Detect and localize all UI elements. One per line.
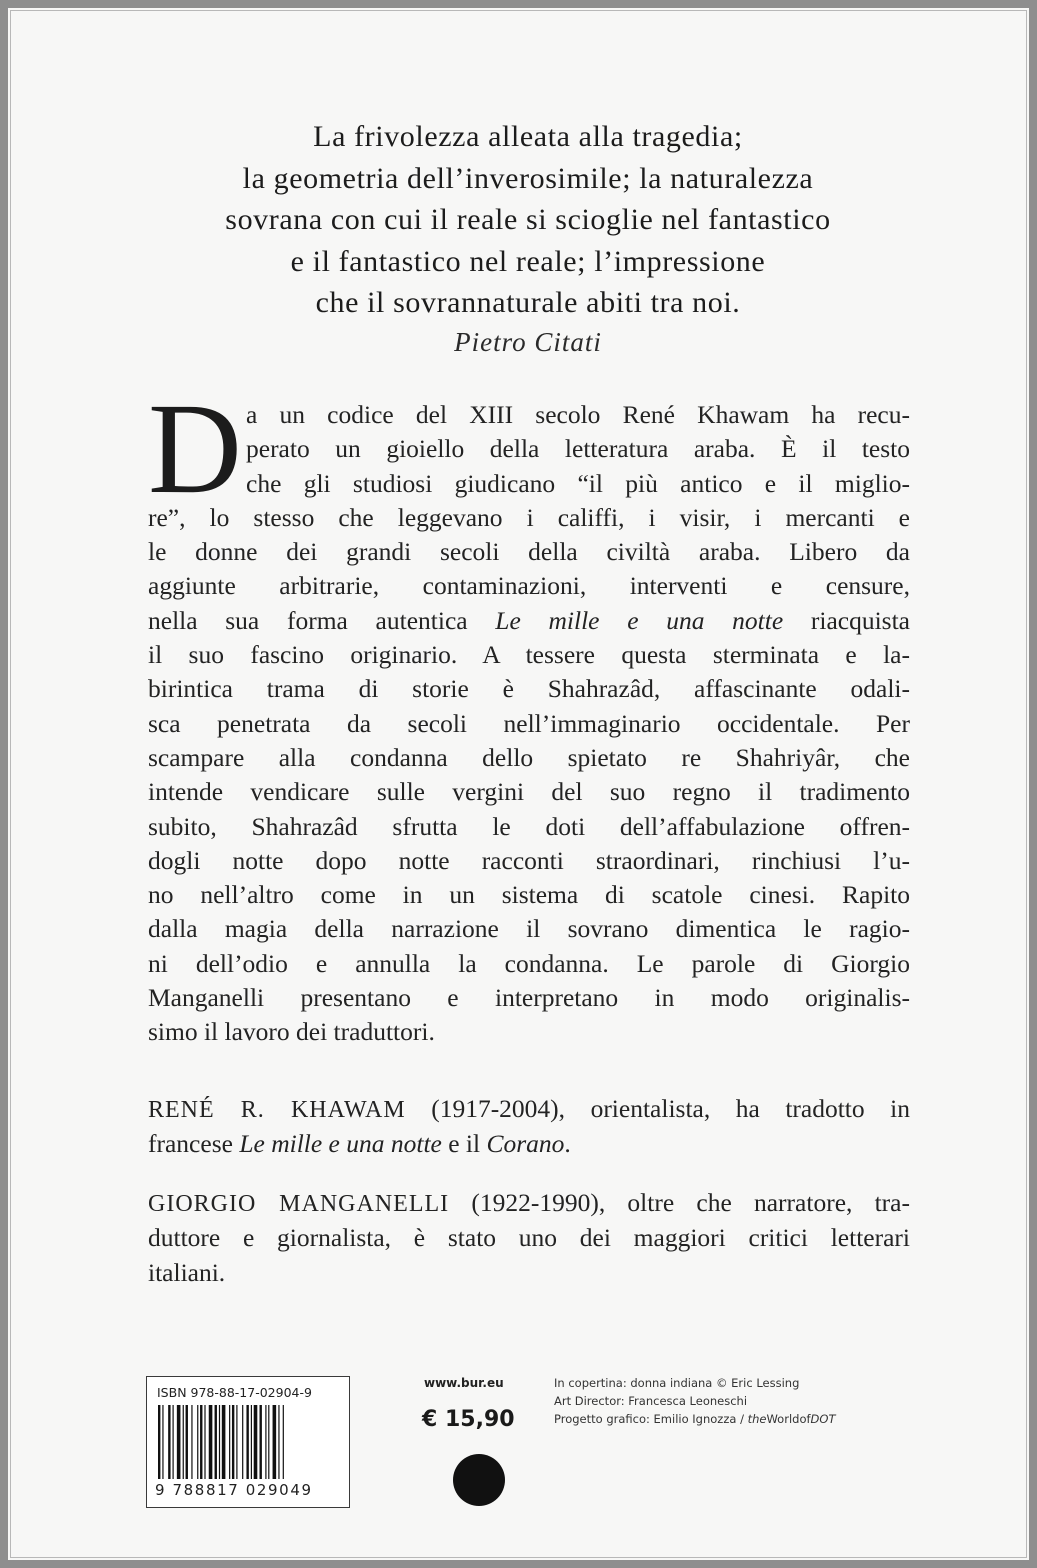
barcode-bar xyxy=(197,1405,198,1479)
bio-line: italiani. xyxy=(148,1257,226,1287)
bio-text: francese xyxy=(148,1129,240,1159)
credit-text: Progetto grafico: Emilio Ignozza / xyxy=(554,1412,748,1426)
description-line: Manganelli presentano e interpretano in modo originalis- xyxy=(148,983,910,1013)
credit-graphic-design xyxy=(554,1410,835,1428)
bio-line: duttore e giornalista, è stato uno dei maggiori critici letterari xyxy=(148,1223,910,1253)
description-line: a un codice del XIII secolo René Khawam ha recu- xyxy=(246,400,910,429)
publisher-website: www.bur.eu xyxy=(424,1376,504,1390)
barcode-digits: 9 788817 029049 xyxy=(155,1481,313,1499)
description-line: perato un gioiello della letteratura araba. È il testo xyxy=(246,434,910,464)
quote-line: La frivolezza alleata alla tragedia; xyxy=(313,120,743,153)
description-line: birintica trama di storie è Shahrazâd, affascinante odali- xyxy=(148,674,910,704)
barcode-bar xyxy=(278,1405,279,1479)
bio-line xyxy=(148,1127,910,1161)
publisher-logo-dot-icon xyxy=(453,1454,505,1506)
barcode-bar xyxy=(232,1405,234,1479)
barcode-bar xyxy=(204,1405,205,1479)
bio-line xyxy=(148,1186,910,1221)
book-description xyxy=(148,398,910,1050)
credit-text: the xyxy=(747,1412,767,1426)
translator-bio-khawam xyxy=(148,1092,910,1162)
barcode-bar xyxy=(265,1405,266,1479)
credit-text: Worldof xyxy=(766,1412,811,1426)
book-title: Le mille e una notte xyxy=(239,1129,442,1159)
bio-text: (1922-1990), oltre che narratore, tra- xyxy=(449,1188,910,1217)
barcode-bar xyxy=(158,1405,160,1479)
author-name: RENÉ R. KHAWAM xyxy=(148,1097,406,1123)
description-line: le donne dei grandi secoli della civiltà araba. Libero da xyxy=(148,537,910,567)
drop-cap-letter: D xyxy=(148,377,242,521)
description-text: nella sua forma autentica xyxy=(148,605,496,635)
book-title: Corano xyxy=(486,1129,565,1159)
bio-text: (1917-2004), orientalista, ha tradotto in xyxy=(405,1094,910,1123)
description-text: riacquista xyxy=(783,605,911,635)
quote-line: la geometria dell’inverosimile; la naturalezza xyxy=(242,161,814,195)
quote-author: Pietro Citati xyxy=(454,326,602,357)
description-line: simo il lavoro dei traduttori. xyxy=(148,1017,435,1047)
description-line: re”, lo stesso che leggevano i califfi, i visir, i mercanti e xyxy=(148,502,910,532)
barcode-bar xyxy=(251,1405,252,1479)
barcode-bar xyxy=(200,1405,202,1479)
barcode-bar xyxy=(183,1405,184,1479)
barcode-bar xyxy=(229,1405,230,1479)
barcode-bar xyxy=(168,1405,170,1479)
barcode-bar xyxy=(273,1405,277,1479)
description-line xyxy=(148,604,910,638)
barcode-bar xyxy=(162,1405,163,1479)
description-line: dogli notte dopo notte racconti straordinari, rinchiusi l’u- xyxy=(148,845,910,875)
cover-credits xyxy=(554,1374,835,1428)
description-line: intende vendicare sulle vergini del suo regno il tradimento xyxy=(148,777,910,807)
barcode-bar xyxy=(173,1405,174,1479)
description-line: aggiunte arbitrarie, contaminazioni, interventi e censure, xyxy=(148,571,910,601)
description-line: ni dell’odio e annulla la condanna. Le parole di Giorgio xyxy=(148,948,910,978)
isbn-barcode-box xyxy=(146,1376,350,1508)
barcode-bar xyxy=(260,1405,262,1479)
barcode-bar xyxy=(209,1405,213,1479)
credit-cover: In copertina: donna indiana © Eric Lessing xyxy=(554,1376,800,1390)
barcode-bar xyxy=(254,1405,258,1479)
description-line: che gli studiosi giudicano “il più antico e il miglio- xyxy=(246,468,910,498)
price-label: € 15,90 xyxy=(422,1407,515,1432)
book-title: Le mille e una notte xyxy=(495,605,784,635)
barcode-bar xyxy=(177,1405,181,1479)
barcode-bar xyxy=(186,1405,188,1479)
credit-art-director: Art Director: Francesca Leoneschi xyxy=(554,1394,748,1408)
barcode-bar xyxy=(236,1405,237,1479)
isbn-label: ISBN 978-88-17-02904-9 xyxy=(157,1385,312,1400)
barcode-bar xyxy=(191,1405,192,1479)
description-line: sca penetrata da secoli nell’immaginario occidentale. Per xyxy=(148,708,910,738)
barcode-bar xyxy=(283,1405,284,1479)
barcode-bar xyxy=(215,1405,217,1479)
quote-line: che il sovrannaturale abiti tra noi. xyxy=(315,286,741,319)
bio-text: e il xyxy=(441,1129,487,1159)
bio-line xyxy=(148,1092,910,1127)
barcode-icon xyxy=(157,1405,339,1479)
author-bio-manganelli xyxy=(148,1186,910,1290)
quote-line: e il fantastico nel reale; l’impressione xyxy=(290,244,766,278)
description-line: scampare alla condanna dello spietato re Shahriyâr, che xyxy=(148,742,910,772)
author-name: GIORGIO MANGANELLI xyxy=(148,1191,450,1217)
barcode-bar xyxy=(219,1405,220,1479)
epigraph-quote xyxy=(148,116,908,363)
bio-text: . xyxy=(564,1129,571,1159)
barcode-bar xyxy=(246,1405,248,1479)
barcode-bar xyxy=(268,1405,269,1479)
description-line: dalla magia della narrazione il sovrano dimentica le ragio- xyxy=(148,914,910,944)
barcode-bar xyxy=(222,1405,226,1479)
quote-line: sovrana con cui il reale si scioglie nel fantastico xyxy=(225,203,831,236)
description-line: no nell’altro come in un sistema di scatole cinesi. Rapito xyxy=(148,880,910,910)
description-line: subito, Shahrazâd sfrutta le doti dell’affabulazione offren- xyxy=(148,811,910,841)
barcode-bar xyxy=(242,1405,243,1479)
credit-text: DOT xyxy=(810,1412,836,1426)
description-line: il suo fascino originario. A tessere questa sterminata e la- xyxy=(148,640,910,670)
